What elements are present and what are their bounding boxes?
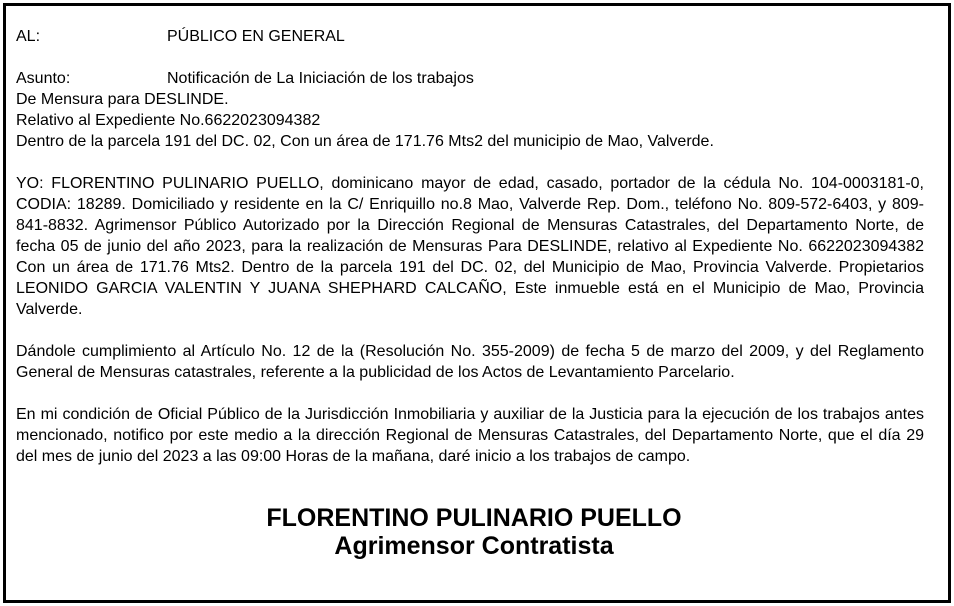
recipient-value: PÚBLICO EN GENERAL [167, 28, 345, 45]
notice-body [16, 26, 924, 467]
notification-paragraph: En mi condición de Oficial Público de la Jurisdicción Inmobiliaria y auxiliar de la Justicia para la ejecución de los trabajos antes mencionado, notifico por este medio a la dirección Regional de Mensuras Catastrales, del Departamento Norte, que el día 29 del mes de junio del 2023 a las 09:00 Horas de la mañana, daré inicio a los trabajos de campo. [16, 406, 924, 465]
subject-detail-line: Relativo al Expediente No.6622023094382 [16, 112, 321, 129]
recipient-label: AL: [16, 28, 41, 45]
subject-detail-line: Dentro de la parcela 191 del DC. 02, Con un área de 171.76 Mts2 del municipio de Mao, Valverde. [16, 133, 714, 150]
signature-block [3, 504, 945, 560]
recipient-line [16, 26, 924, 47]
compliance-paragraph: Dándole cumplimiento al Artículo No. 12 de la (Resolución No. 355-2009) de fecha 5 de marzo del 2009, y del Reglamento General de Mensuras catastrales, referente a la publicidad de los Actos de Levantamiento Parcelario. [16, 343, 924, 381]
subject-value: Notificación de La Iniciación de los trabajos [167, 70, 474, 87]
signature-name: FLORENTINO PULINARIO PUELLO [266, 504, 682, 532]
declaration-paragraph: YO: FLORENTINO PULINARIO PUELLO, dominicano mayor de edad, casado, portador de la cédula No. 104-0003181-0, CODIA: 18289. Domiciliado y residente en la C/ Enriquillo no.8 Mao, Valverde Rep. Dom., teléfono No. 809-572-6403, y 809-841-8832. Agrimensor Público Autorizado por la Dirección Regional de Mensuras Catastrales, del Departamento Norte, de fecha 05 de junio del año 2023, para la realización de Mensuras Para DESLINDE, relativo al Expediente No. 6622023094382 Con un área de 171.76 Mts2. Dentro de la parcela 191 del DC. 02, del Municipio de Mao, Provincia Valverde. Propietarios LEONIDO GARCIA VALENTIN Y JUANA SHEPHARD CALCAÑO, Este inmueble está en el Municipio de Mao, Provincia Valverde. [16, 175, 924, 318]
subject-label: Asunto: [16, 70, 71, 87]
subject-line [16, 68, 924, 89]
subject-detail-line: De Mensura para DESLINDE. [16, 91, 229, 108]
signature-title: Agrimensor Contratista [334, 532, 614, 560]
